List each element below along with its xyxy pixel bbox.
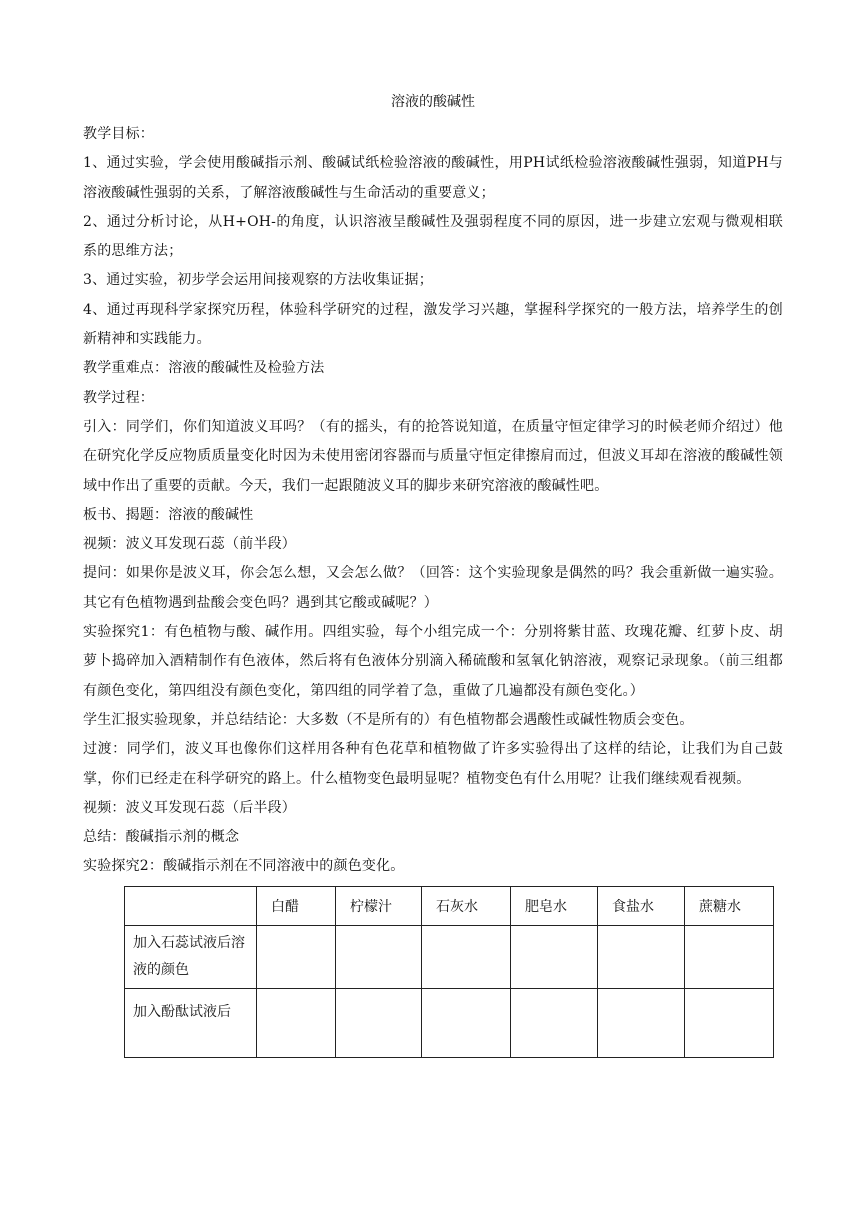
paragraph-video-second: 视频：波义耳发现石蕊（后半段） xyxy=(83,799,296,816)
paragraph-objective-1: 1、通过实验，学会使用酸碱指示剂、酸碱试纸检验溶液的酸碱性，用PH试纸检验溶液酸碱性强弱，知道PH与溶液酸碱性强弱的关系，了解溶液酸碱性与生命活动的重要意义； xyxy=(83,155,783,201)
table-cell xyxy=(511,925,598,988)
table-cell xyxy=(422,925,511,988)
table-cell xyxy=(598,925,685,988)
table-header-cell: 肥皂水 xyxy=(511,886,598,925)
paragraph-key-points: 教学重难点：溶液的酸碱性及检验方法 xyxy=(83,360,325,377)
paragraph-objectives-heading: 教学目标： xyxy=(83,126,154,142)
table-header-cell: 蔗糖水 xyxy=(685,886,774,925)
indicator-color-table xyxy=(124,886,774,1058)
paragraph-experiment-2: 实验探究2：酸碱指示剂在不同溶液中的颜色变化。 xyxy=(83,858,405,875)
table-header-cell: 柠檬汁 xyxy=(336,886,422,925)
table-row-label: 加入酚酞试液后 xyxy=(125,988,257,1057)
paragraph-objective-4: 4、通过再现科学家探究历程，体验科学研究的过程，激发学习兴趣，掌握科学探究的一般方法，培养学生的创新精神和实践能力。 xyxy=(83,301,783,348)
paragraph-introduction: 引入：同学们，你们知道波义耳吗？（有的摇头，有的抢答说知道，在质量守恒定律学习的时候老师介绍过）他在研究化学反应物质质量变化时因为未使用密闭容器而与质量守恒定律擦肩而过，但波义耳却在溶液的酸碱性领域中作出了重要的贡献。今天，我们一起跟随波义耳的脚步来研究溶液的酸碱性吧。 xyxy=(83,418,783,494)
table-cell xyxy=(685,988,774,1057)
paragraph-transition: 过渡：同学们，波义耳也像你们这样用各种有色花草和植物做了许多实验得出了这样的结论，让我们为自己鼓掌，你们已经走在科学研究的路上。什么植物变色最明显呢？植物变色有什么用呢？让我们继续观看视频。 xyxy=(83,741,783,787)
paragraph-objective-2: 2、通过分析讨论，从H+OH-的角度，认识溶液呈酸碱性及强弱程度不同的原因，进一步建立宏观与微观相联系的思维方法； xyxy=(83,213,783,260)
paragraph-experiment-1: 实验探究1：有色植物与酸、碱作用。四组实验，每个小组完成一个：分别将紫甘蓝、玫瑰花瓣、红萝卜皮、胡萝卜捣碎加入酒精制作有色液体，然后将有色液体分别滴入稀硫酸和氢氧化钠溶液，观察记录现象。（前三组都有颜色变化，第四组没有颜色变化，第四组的同学着了急，重做了几遍都没有颜色变化。） xyxy=(83,624,783,699)
table-cell xyxy=(422,988,511,1057)
table-cell xyxy=(336,988,422,1057)
table-cell xyxy=(257,988,336,1057)
table-header-row xyxy=(125,886,774,925)
table-header-cell: 石灰水 xyxy=(422,886,511,925)
table-header-cell xyxy=(125,886,257,925)
paragraph-question: 提问：如果你是波义耳，你会怎么想，又会怎么做？（回答：这个实验现象是偶然的吗？我会重新做一遍实验。其它有色植物遇到盐酸会变色吗？遇到其它酸或碱呢？） xyxy=(83,565,783,611)
document-title: 溶液的酸碱性 xyxy=(391,94,475,110)
paragraph-process-heading: 教学过程： xyxy=(83,389,154,406)
table-row xyxy=(125,925,774,988)
paragraph-board-title: 板书、揭题：溶液的酸碱性 xyxy=(83,506,254,523)
document-page xyxy=(83,90,783,1058)
table-cell xyxy=(685,925,774,988)
paragraph-video-first: 视频：波义耳发现石蕊（前半段） xyxy=(83,536,296,553)
table-header-cell: 白醋 xyxy=(257,886,336,925)
table-cell xyxy=(598,988,685,1057)
table-cell xyxy=(511,988,598,1057)
table-row xyxy=(125,988,774,1057)
paragraph-objective-3: 3、通过实验，初步学会运用间接观察的方法收集证据； xyxy=(83,272,433,289)
paragraph-summary: 总结：酸碱指示剂的概念 xyxy=(83,829,240,846)
table-row-label: 加入石蕊试液后溶液的颜色 xyxy=(125,925,257,988)
table-cell xyxy=(336,925,422,988)
table-cell xyxy=(257,925,336,988)
table-header-cell: 食盐水 xyxy=(598,886,685,925)
paragraph-report: 学生汇报实验现象，并总结结论：大多数（不是所有的）有色植物都会遇酸性或碱性物质会变色。 xyxy=(83,711,694,728)
